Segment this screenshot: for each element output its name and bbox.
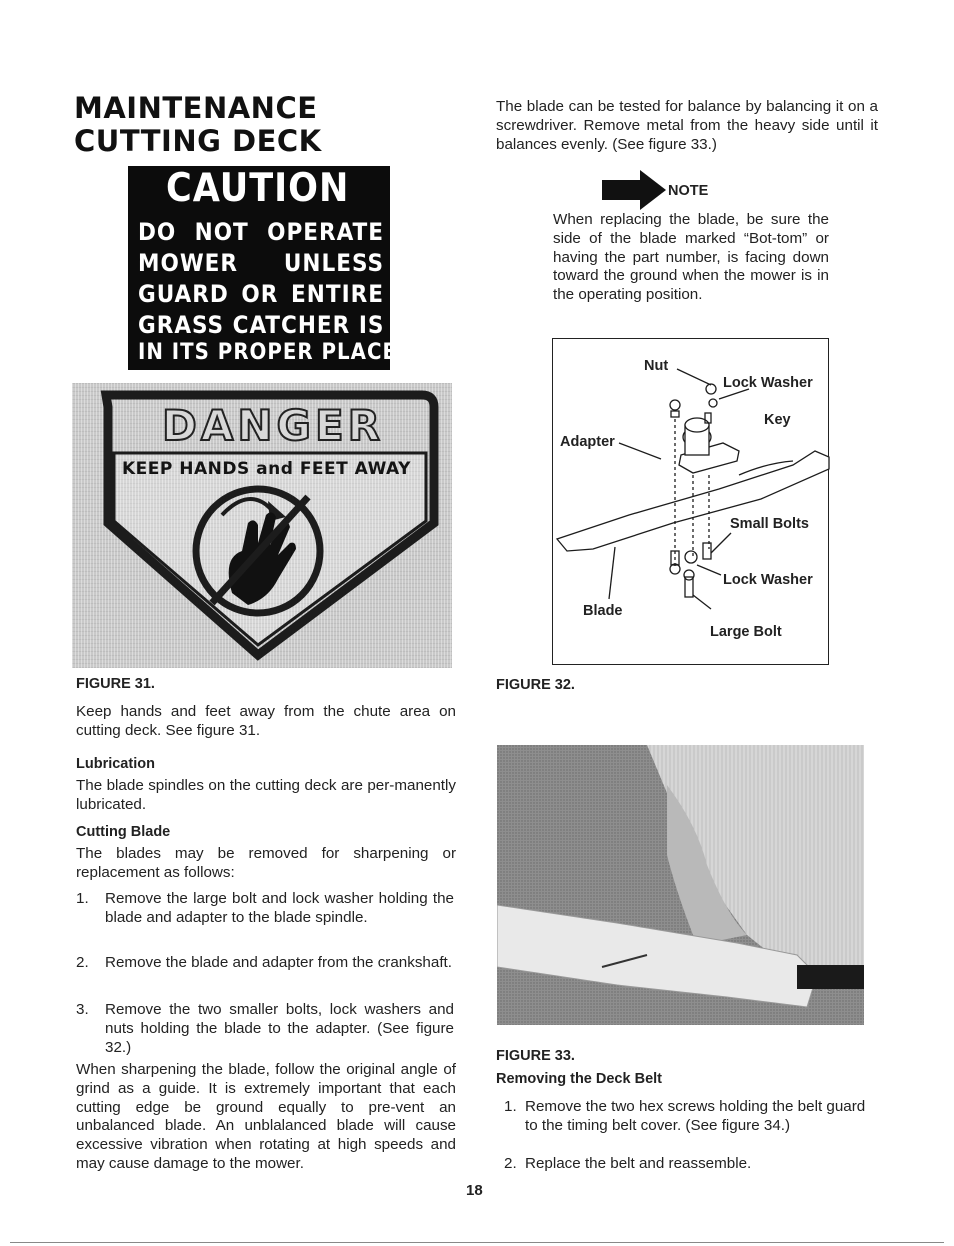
list-item bbox=[76, 890, 454, 950]
caution-line: GUARD OR ENTIRE bbox=[138, 280, 384, 308]
caution-line: DO NOT OPERATE bbox=[138, 218, 384, 246]
caution-line: MOWER UNLESS bbox=[138, 249, 384, 277]
list-number: 3. bbox=[76, 1001, 89, 1018]
danger-heading: DANGER bbox=[162, 401, 385, 450]
figure-33-photo bbox=[497, 745, 864, 1025]
danger-subheading: KEEP HANDS and FEET AWAY bbox=[122, 459, 411, 479]
list-text: Remove the two hex screws holding the belt guard to the timing belt cover. (See figure 34.) bbox=[525, 1098, 866, 1134]
label-lock-washer-top: Lock Washer bbox=[723, 375, 813, 391]
caution-heading: CAUTION bbox=[166, 166, 350, 211]
label-blade: Blade bbox=[583, 603, 623, 619]
list-text: Remove the two smaller bolts, lock washers and nuts holding the blade to the adapter. (See figure 32.) bbox=[105, 1001, 454, 1056]
lubrication-paragraph: The blade spindles on the cutting deck are per-manently lubricated. bbox=[76, 777, 456, 813]
label-small-bolts: Small Bolts bbox=[730, 516, 809, 532]
caution-line: IN ITS PROPER PLACE. bbox=[138, 340, 406, 365]
page-edge-divider bbox=[10, 1242, 944, 1243]
list-item bbox=[504, 1098, 878, 1138]
list-number: 1. bbox=[504, 1098, 517, 1115]
label-adapter: Adapter bbox=[560, 434, 615, 450]
note-paragraph: When replacing the blade, be sure the side of the blade marked “Bot-tom” or having the part number, is facing down toward the ground when the mower is in the operating position. bbox=[553, 211, 829, 304]
list-number: 1. bbox=[76, 890, 89, 907]
note-arrow-icon bbox=[602, 170, 666, 210]
page-number: 18 bbox=[466, 1182, 483, 1199]
list-item bbox=[504, 1155, 878, 1175]
page-title: MAINTENANCE CUTTING DECK bbox=[74, 91, 322, 158]
label-key: Key bbox=[764, 412, 791, 428]
list-item bbox=[76, 1001, 454, 1061]
figure-31-caption: FIGURE 31. bbox=[76, 676, 155, 692]
list-item bbox=[76, 954, 454, 994]
figure-33-caption: FIGURE 33. bbox=[496, 1048, 575, 1064]
list-number: 2. bbox=[76, 954, 89, 971]
caution-line: GRASS CATCHER IS bbox=[138, 311, 385, 339]
intro-paragraph: Keep hands and feet away from the chute area on cutting deck. See figure 31. bbox=[76, 703, 456, 739]
sharpening-paragraph: When sharpening the blade, follow the original angle of grind as a guide. It is extremely important that each cutting edge be ground equally to pre-vent an unbalanced blade. An unblalanced blade will cause excessive vibration when rotating at high speeds and may cause damage to the mower. bbox=[76, 1061, 456, 1172]
cutting-blade-intro: The blades may be removed for sharpening or replacement as follows: bbox=[76, 845, 456, 881]
deck-belt-heading: Removing the Deck Belt bbox=[496, 1071, 662, 1087]
lubrication-heading: Lubrication bbox=[76, 756, 155, 772]
list-text: Replace the belt and reassemble. bbox=[525, 1155, 752, 1172]
figure-32-caption: FIGURE 32. bbox=[496, 677, 575, 693]
cutting-blade-heading: Cutting Blade bbox=[76, 824, 171, 840]
caution-sign bbox=[128, 166, 406, 370]
figure-32-diagram bbox=[552, 338, 829, 665]
note-label: NOTE bbox=[668, 183, 709, 199]
blade-balancing-photo bbox=[497, 745, 864, 1025]
label-lock-washer-bottom: Lock Washer bbox=[723, 572, 813, 588]
list-text: Remove the large bolt and lock washer holding the blade and adapter to the blade spindle. bbox=[105, 890, 454, 926]
danger-sign-figure bbox=[72, 383, 452, 668]
label-large-bolt: Large Bolt bbox=[710, 624, 782, 640]
list-text: Remove the blade and adapter from the crankshaft. bbox=[105, 954, 452, 971]
list-number: 2. bbox=[504, 1155, 517, 1172]
balance-paragraph: The blade can be tested for balance by balancing it on a screwdriver. Remove metal from the heavy side until it balances evenly. (See figure 33.) bbox=[496, 98, 878, 153]
label-nut: Nut bbox=[644, 358, 669, 374]
